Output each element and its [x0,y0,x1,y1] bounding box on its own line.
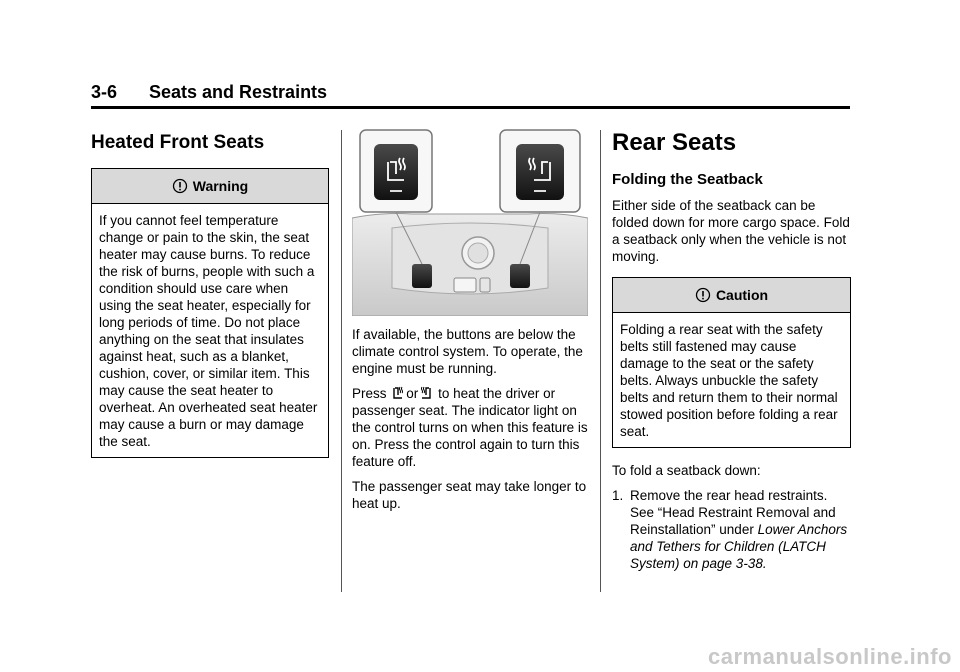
step-number: 1. [612,488,624,503]
buttons-location-text: If available, the buttons are below the climate control system. To operate, the engine must be running. [352,327,583,376]
section-title: Seats and Restraints [149,82,328,102]
latch-reference-link[interactable]: Lower Anchors and Tethers for Children (LATCH System) on page 3-38. [630,522,848,571]
middle-column [352,128,588,520]
right-column [612,128,851,572]
passenger-seat-heater-icon [420,386,432,400]
caution-box [612,277,851,448]
warning-header [92,169,328,204]
console-illustration [352,128,588,316]
warning-body [92,204,328,457]
driver-seat-heater-icon [392,386,404,400]
caution-icon [695,287,711,303]
page-header [91,80,850,109]
heated-front-seats-heading: Heated Front Seats [91,132,265,153]
step-text: Remove the rear head restraints. See “Head Restraint Removal and Reinstallation” under [630,488,836,537]
folding-intro-text: Either side of the seatback can be folded down for more cargo space. Fold a seatback only when the vehicle is not moving. [612,198,850,264]
warning-box [91,168,329,458]
warning-title: Warning [192,177,249,194]
steps-intro: To fold a seatback down: [612,463,761,478]
folding-seatback-heading: Folding the Seatback [612,171,763,188]
caution-text: Folding a rear seat with the safety belts still fastened may cause damage to the seat or the safety belts. Always unbuckle the safety belts and return them to their normal stowed position before folding a rear seat. [620,322,838,439]
watermark: carmanualsonline.info [708,644,952,669]
caution-header [613,278,850,313]
rear-seats-heading: Rear Seats [612,129,737,156]
caution-body [613,313,850,447]
press-instructions: Press or to heat the driver or passenger seat. The indicator light on the control turns on when this feature is on. Press the control again to turn this feature off. [352,386,588,469]
page-number: 3-6 [91,82,118,102]
warning-text: If you cannot feel temperature change or pain to the skin, the seat heater may cause burns. To reduce the risk of burns, people with such a condition should use care when using the seat heater, especially for long periods of time. Do not place anything on the seat that insulates against heat, such as a blanket, cushion, cover, or similar item. This may cause the seat heater to overheat. An overheated seat heater may cause a burn or may damage the seat. [99,213,318,449]
caution-title: Caution [715,286,769,303]
list-item [612,487,851,572]
passenger-heat-note: The passenger seat may take longer to heat up. [352,479,587,511]
fold-steps-list [612,487,851,572]
left-column [91,128,329,458]
warning-icon [172,178,188,194]
column-divider-left [341,130,342,592]
heated-seat-buttons-figure [352,128,588,316]
column-divider-right [600,130,601,592]
